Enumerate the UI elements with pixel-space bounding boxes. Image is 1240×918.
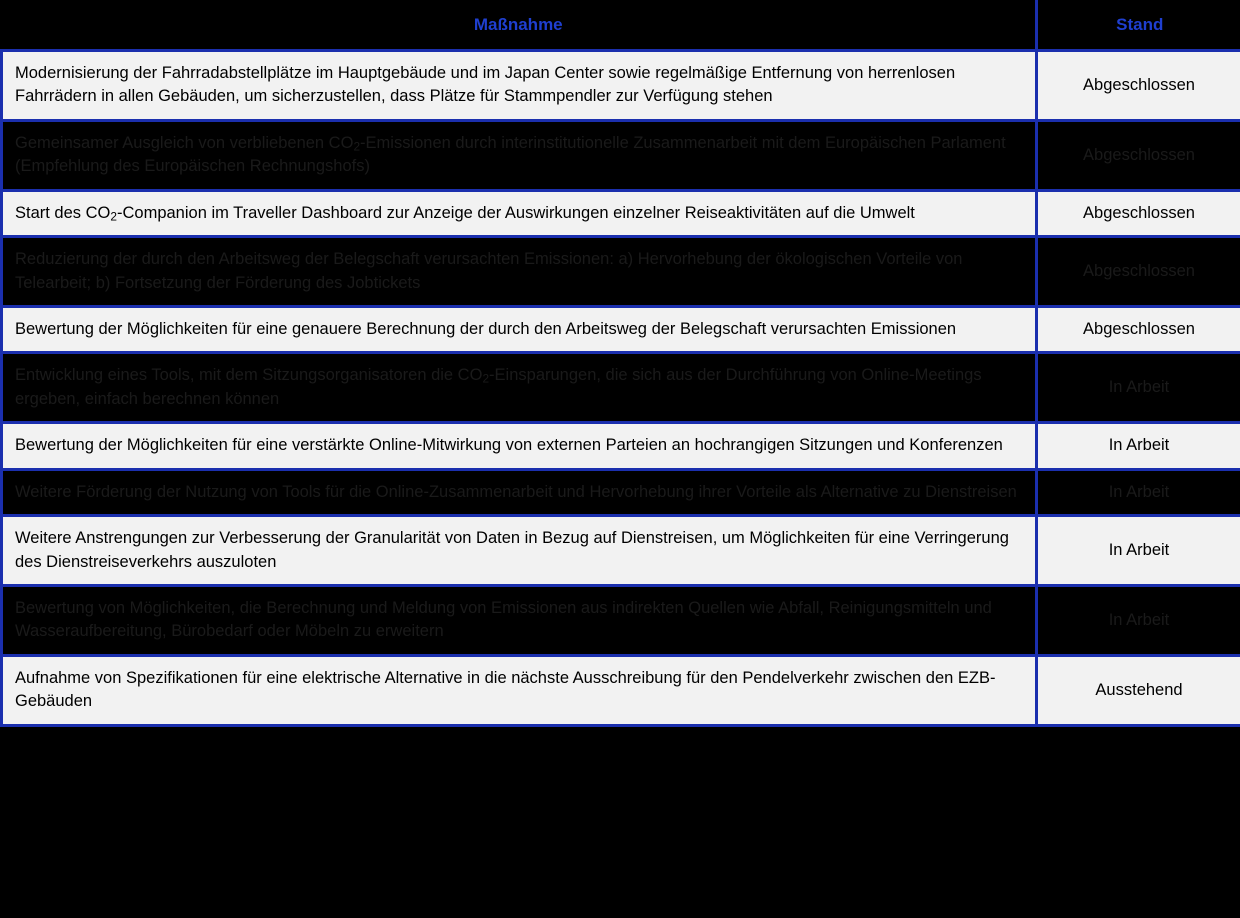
cell-measure: Start des $CO_2$-Companion im Traveller Dashboard zur Anzeige der Auswirkungen einzelner Reiseaktivitäten auf die Umwelt xyxy=(2,190,1037,236)
cell-measure: Gemeinsamer Ausgleich von verbliebenen $CO_2$-Emissionen durch interinstitutionelle Zusammenarbeit mit dem Europäischen Parlament (Empfehlung des Europäischen Rechnungshofs) xyxy=(2,120,1037,190)
cell-measure: Modernisierung der Fahrradabstellplätze im Hauptgebäude und im Japan Center sowie regelmäßige Entfernung von herrenlosen Fahrrädern in allen Gebäuden, um sicherzustellen, dass Plätze für Stammpendler zur Verfügung stehen xyxy=(2,51,1037,121)
table-row xyxy=(2,51,1240,121)
cell-measure: Bewertung von Möglichkeiten, die Berechnung und Meldung von Emissionen aus indirekten Quellen wie Abfall, Reinigungsmitteln und Wasseraufbereitung, Bürobedarf oder Möbeln zu erweitern xyxy=(2,586,1037,656)
cell-status: Abgeschlossen xyxy=(1037,307,1240,353)
cell-status: Abgeschlossen xyxy=(1037,237,1240,307)
table-row xyxy=(2,190,1240,236)
cell-status: Abgeschlossen xyxy=(1037,190,1240,236)
table-body xyxy=(2,51,1240,726)
cell-status: In Arbeit xyxy=(1037,353,1240,423)
cell-status: Abgeschlossen xyxy=(1037,120,1240,190)
cell-status: In Arbeit xyxy=(1037,516,1240,586)
column-header-status: Stand xyxy=(1037,0,1240,51)
table-row xyxy=(2,586,1240,656)
column-header-measure: Maßnahme xyxy=(2,0,1037,51)
table-row xyxy=(2,307,1240,353)
cell-measure: Bewertung der Möglichkeiten für eine verstärkte Online-Mitwirkung von externen Parteien an hochrangigen Sitzungen und Konferenzen xyxy=(2,423,1037,469)
cell-status: In Arbeit xyxy=(1037,469,1240,515)
table-row xyxy=(2,237,1240,307)
table-row xyxy=(2,469,1240,515)
cell-measure: Weitere Förderung der Nutzung von Tools für die Online-Zusammenarbeit und Hervorhebung ihrer Vorteile als Alternative zu Dienstreisen xyxy=(2,469,1037,515)
table-row xyxy=(2,516,1240,586)
cell-measure: Weitere Anstrengungen zur Verbesserung der Granularität von Daten in Bezug auf Dienstreisen, um Möglichkeiten für eine Verringerung des Dienstreiseverkehrs auszuloten xyxy=(2,516,1037,586)
table-header-row xyxy=(2,0,1240,51)
table-row xyxy=(2,423,1240,469)
cell-measure: Bewertung der Möglichkeiten für eine genauere Berechnung der durch den Arbeitsweg der Belegschaft verursachten Emissionen xyxy=(2,307,1037,353)
cell-measure: Entwicklung eines Tools, mit dem Sitzungsorganisatoren die $CO_2$-Einsparungen, die sich aus der Durchführung von Online-Meetings ergeben, einfach berechnen können xyxy=(2,353,1037,423)
cell-status: In Arbeit xyxy=(1037,423,1240,469)
cell-measure: Reduzierung der durch den Arbeitsweg der Belegschaft verursachten Emissionen: a) Hervorhebung der ökologischen Vorteile von Telearbeit; b) Fortsetzung der Förderung des Jobtickets xyxy=(2,237,1037,307)
table-row xyxy=(2,353,1240,423)
cell-status: Ausstehend xyxy=(1037,655,1240,725)
table-header xyxy=(2,0,1240,51)
table-row xyxy=(2,120,1240,190)
cell-status: Abgeschlossen xyxy=(1037,51,1240,121)
cell-measure: Aufnahme von Spezifikationen für eine elektrische Alternative in die nächste Ausschreibung für den Pendelverkehr zwischen den EZB-Gebäuden xyxy=(2,655,1037,725)
cell-status: In Arbeit xyxy=(1037,586,1240,656)
table-row xyxy=(2,655,1240,725)
